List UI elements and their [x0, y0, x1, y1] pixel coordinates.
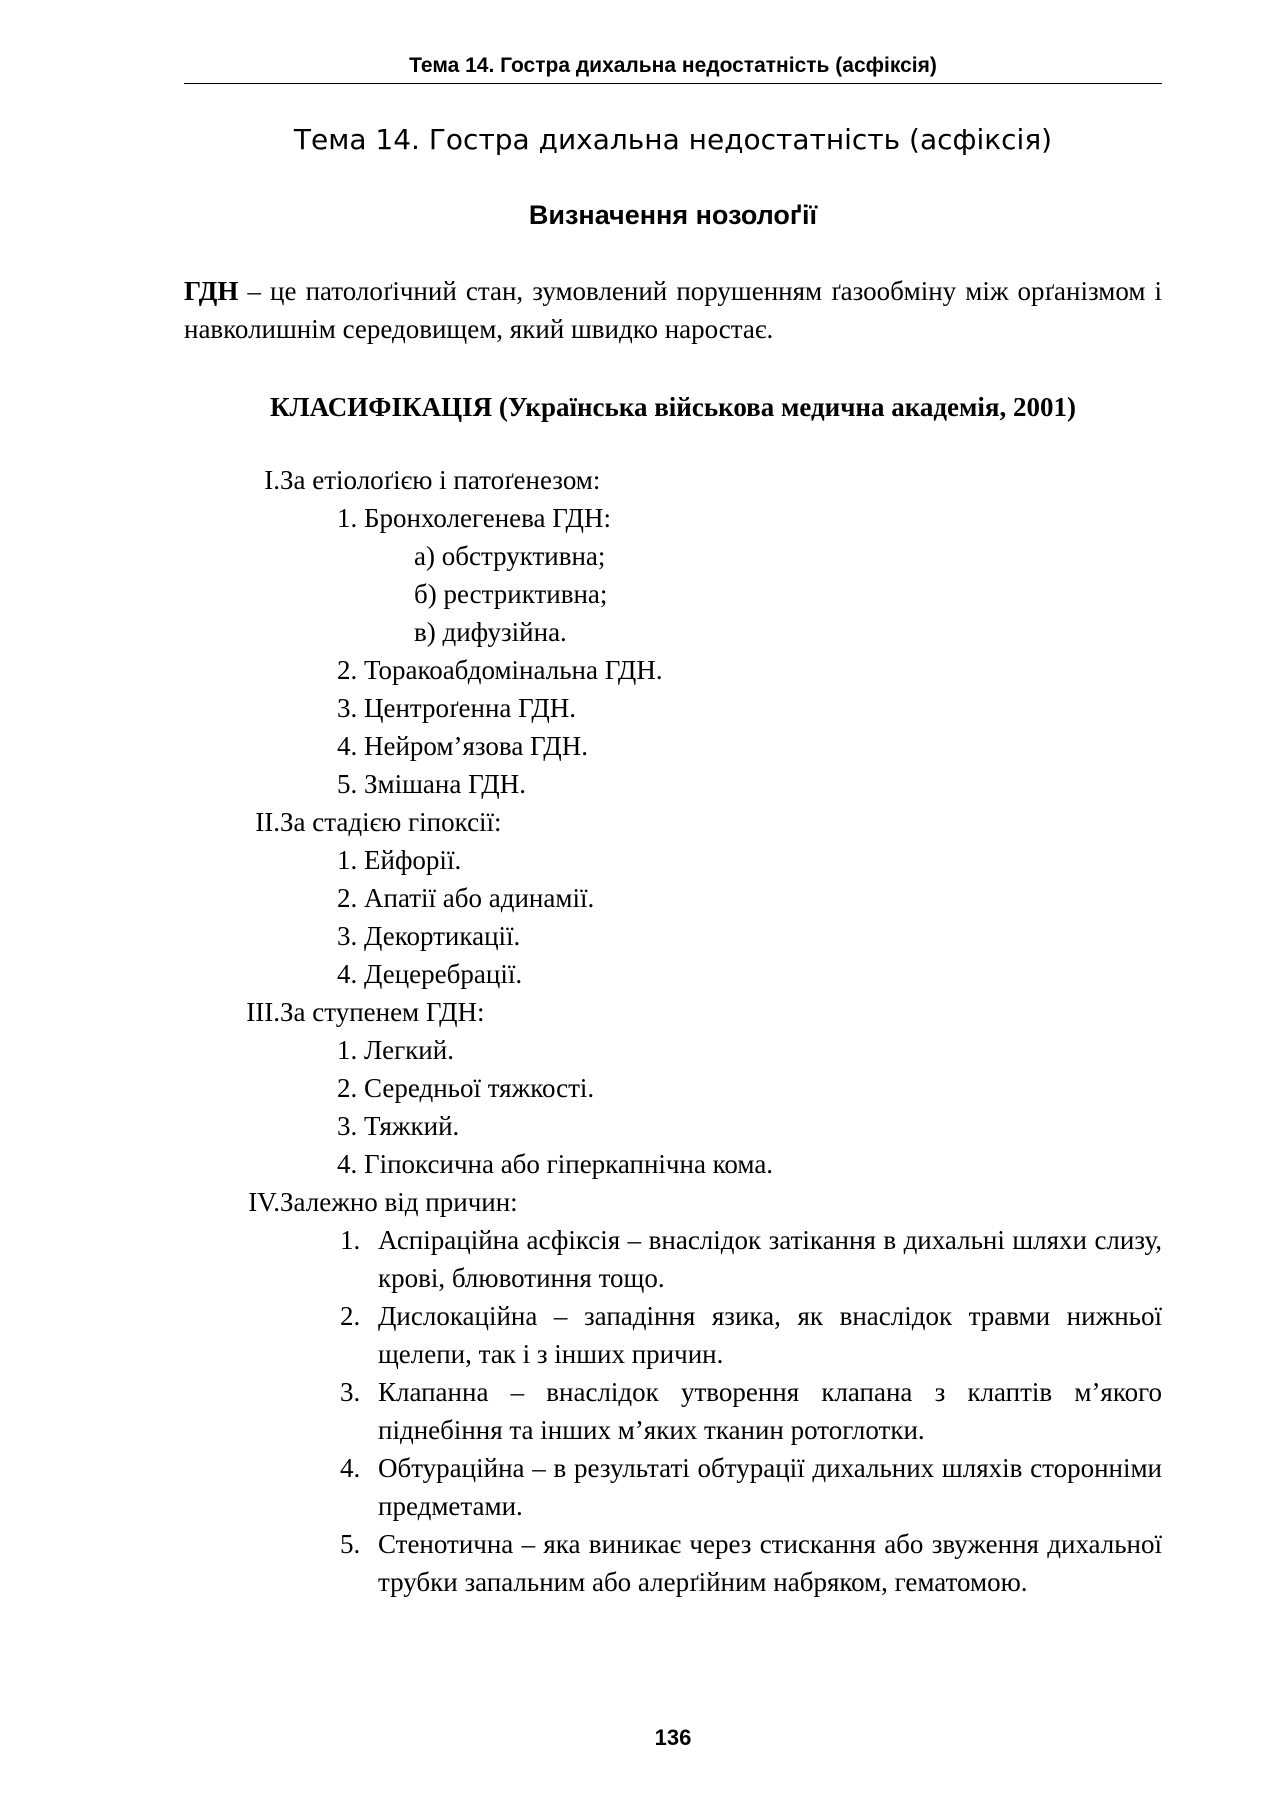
group-title: За етіолоґією і патоґенезом:: [280, 465, 601, 495]
header-rule: [184, 83, 1162, 84]
sub-list-item: а) обструктивна;: [414, 541, 606, 571]
classification-list: [0, 461, 1280, 1601]
list-item-text: Стенотична – яка виникає через стискання або звуження дихальної трубки запальним або алерґійним набряком, гематомою.: [378, 1529, 1162, 1597]
list-item: 4. Гіпоксична або гіперкапнічна кома.: [337, 1149, 774, 1179]
list-item: [0, 1297, 1162, 1373]
list-item-text: Клапанна – внаслідок утворення клапана з клаптів м’якого піднебіння та інших м’яких тканин ротоглотки.: [378, 1377, 1162, 1445]
sub-list-item: б) рестриктивна;: [414, 579, 608, 609]
list-item: [0, 1221, 1162, 1297]
group-title: Залежно від причин:: [280, 1187, 518, 1217]
list-item-number: 4.: [340, 1453, 361, 1483]
list-item: 4. Децеребрації.: [337, 959, 523, 989]
page-number: 136: [654, 1725, 692, 1750]
list-item: 2. Апатії або адинамії.: [337, 883, 595, 913]
list-item: 1. Бронхолегенева ГДН:: [337, 503, 611, 533]
group-numeral: IV.: [248, 1187, 280, 1217]
definition-text: – це патолоґічний стан, зумовлений порушенням ґазообміну між орґанізмом і навколишнім середовищем, який швидко наростає.: [184, 276, 1162, 344]
section-heading: Визначення нозолоґії: [528, 200, 818, 230]
group-title: За ступенем ГДН:: [280, 997, 485, 1027]
class-group-severity: [0, 993, 1280, 1031]
definition-paragraph: [184, 272, 1162, 348]
topic-title: Тема 14. Гостра дихальна недостатність (асфіксія): [293, 123, 1053, 156]
group-numeral: II.: [255, 807, 280, 837]
class-group-hypoxia-stage: [0, 803, 1280, 841]
list-item: 1. Ейфорії.: [337, 845, 462, 875]
list-item-number: 1.: [340, 1225, 361, 1255]
list-item: 5. Змішана ГДН.: [337, 769, 526, 799]
class-group-cause: [0, 1183, 1280, 1221]
list-item: 3. Тяжкий.: [337, 1111, 460, 1141]
list-item: 3. Декортикації.: [337, 921, 521, 951]
classification-heading: КЛАСИФІКАЦІЯ (Українська військова медична академія, 2001): [269, 392, 1077, 422]
list-item-number: 3.: [340, 1377, 361, 1407]
list-item: 2. Середньої тяжкості.: [337, 1073, 595, 1103]
sub-list-item: в) дифузійна.: [414, 617, 567, 647]
list-item-text: Дислокаційна – западіння язика, як внаслідок травми нижньої щелепи, так і з інших причин.: [378, 1301, 1162, 1369]
list-item: [0, 1449, 1162, 1525]
list-item: [0, 1525, 1162, 1601]
list-item-number: 5.: [340, 1529, 361, 1559]
class-group-etiology: [0, 461, 1280, 499]
list-item: [0, 1373, 1162, 1449]
group-numeral: III.: [246, 997, 280, 1027]
running-header: Тема 14. Гостра дихальна недостатність (асфіксія): [409, 54, 937, 77]
group-numeral: I.: [264, 465, 280, 495]
group-title: За стадією гіпоксії:: [280, 807, 502, 837]
list-item-number: 2.: [340, 1301, 361, 1331]
list-item-text: Обтураційна – в результаті обтурації дихальних шляхів сторонніми предметами.: [378, 1453, 1162, 1521]
definition-term: ГДН: [184, 276, 239, 306]
list-item-text: Аспіраційна асфіксія – внаслідок затікання в дихальні шляхи слизу, крові, блювотиння тощо.: [378, 1225, 1162, 1293]
list-item: 2. Торакоабдомінальна ГДН.: [337, 655, 663, 685]
list-item: 1. Легкий.: [337, 1035, 454, 1065]
list-item: 4. Нейром’язова ГДН.: [337, 731, 588, 761]
list-item: 3. Центроґенна ГДН.: [337, 693, 577, 723]
